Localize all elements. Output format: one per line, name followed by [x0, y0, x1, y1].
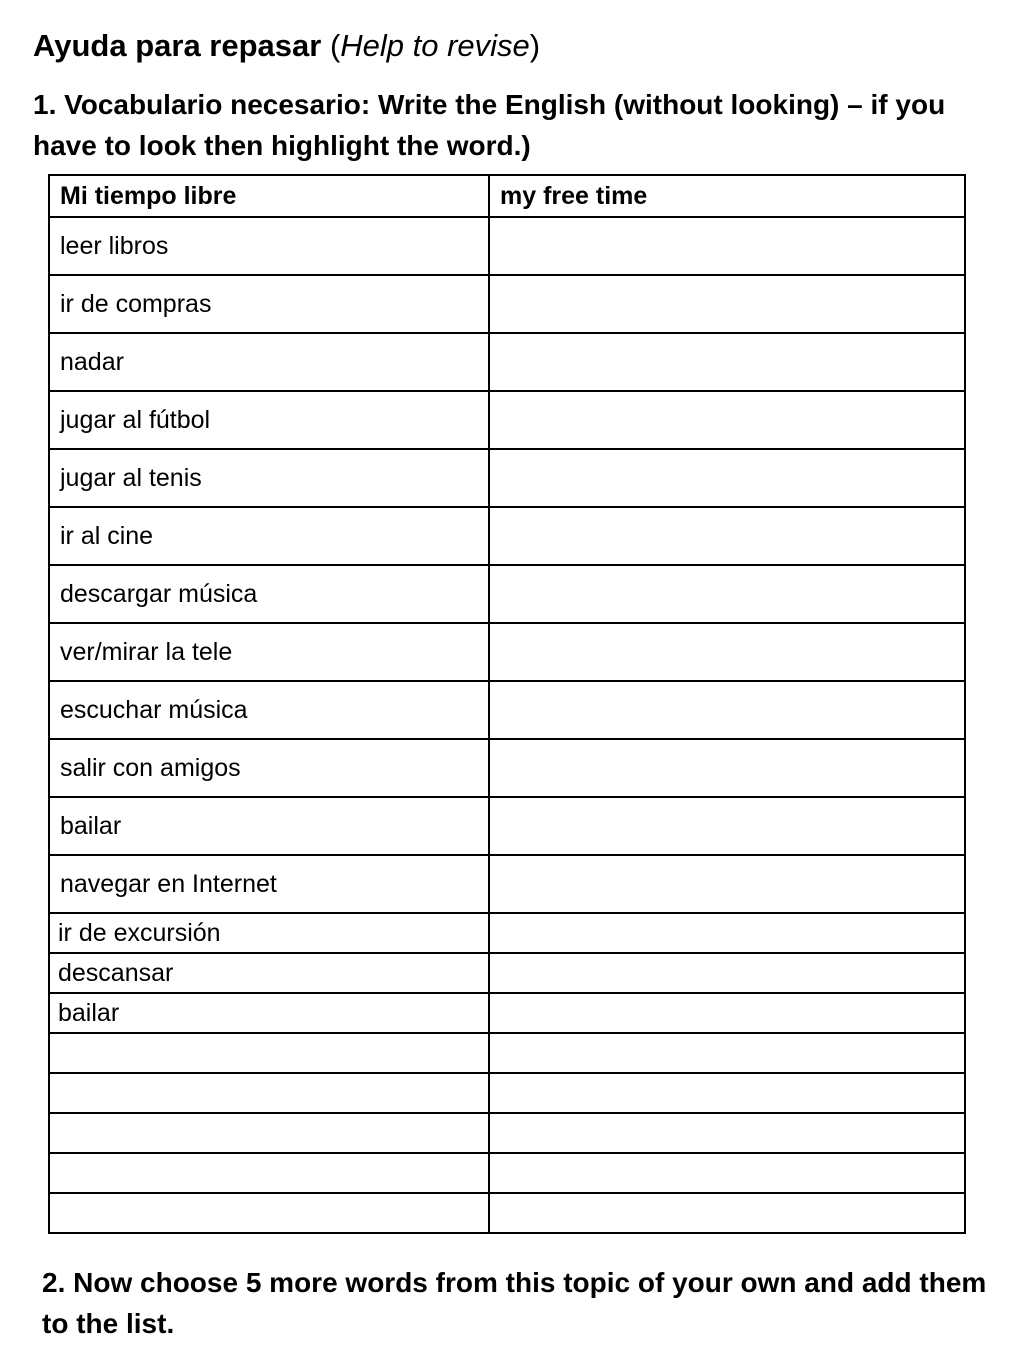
english-answer-cell[interactable] [489, 953, 965, 993]
english-answer-cell[interactable] [489, 217, 965, 275]
spanish-cell: ver/mirar la tele [49, 623, 489, 681]
table-row [49, 993, 965, 1033]
english-answer-cell[interactable] [489, 565, 965, 623]
english-answer-cell[interactable] [489, 1193, 965, 1233]
spanish-cell: navegar en Internet [49, 855, 489, 913]
table-row [49, 623, 965, 681]
table-row [49, 855, 965, 913]
instruction-text: 1. Vocabulario necesario: Write the English (without looking) – if you have to look then highlight the word.) [33, 89, 946, 161]
english-answer-cell[interactable] [489, 913, 965, 953]
table-row [49, 507, 965, 565]
table-row [49, 953, 965, 993]
english-answer-cell[interactable] [489, 993, 965, 1033]
table-row [49, 1113, 965, 1153]
spanish-cell-empty[interactable] [49, 1113, 489, 1153]
spanish-cell: jugar al tenis [49, 449, 489, 507]
table-row [49, 797, 965, 855]
table-row [49, 1073, 965, 1113]
table-row [49, 681, 965, 739]
table-header-row [49, 175, 965, 217]
spanish-cell: escuchar música [49, 681, 489, 739]
header-english: my free time [489, 175, 965, 217]
header-spanish: Mi tiempo libre [49, 175, 489, 217]
english-answer-cell[interactable] [489, 681, 965, 739]
title-translation: Help to revise [340, 28, 530, 63]
english-answer-cell[interactable] [489, 1153, 965, 1193]
table-row [49, 391, 965, 449]
english-answer-cell[interactable] [489, 1113, 965, 1153]
spanish-cell: descansar [49, 953, 489, 993]
english-answer-cell[interactable] [489, 507, 965, 565]
table-row [49, 913, 965, 953]
vocab-table [48, 174, 966, 1234]
english-answer-cell[interactable] [489, 333, 965, 391]
spanish-cell: descargar música [49, 565, 489, 623]
table-row [49, 1033, 965, 1073]
table-row [49, 1193, 965, 1233]
english-answer-cell[interactable] [489, 1073, 965, 1113]
spanish-cell: ir de excursión [49, 913, 489, 953]
spanish-cell: leer libros [49, 217, 489, 275]
spanish-cell-empty[interactable] [49, 1033, 489, 1073]
english-answer-cell[interactable] [489, 797, 965, 855]
table-row [49, 333, 965, 391]
task-2-text: 2. Now choose 5 more words from this topic of your own and add them to the list. [42, 1267, 987, 1339]
spanish-cell: salir con amigos [49, 739, 489, 797]
english-answer-cell[interactable] [489, 391, 965, 449]
english-answer-cell[interactable] [489, 739, 965, 797]
table-row [49, 1153, 965, 1193]
spanish-cell: nadar [49, 333, 489, 391]
spanish-cell: bailar [49, 797, 489, 855]
page-title: Ayuda para repasar (Help to revise) [33, 28, 541, 63]
english-answer-cell[interactable] [489, 623, 965, 681]
table-row [49, 217, 965, 275]
spanish-cell: jugar al fútbol [49, 391, 489, 449]
table-row [49, 275, 965, 333]
spanish-cell: bailar [49, 993, 489, 1033]
spanish-cell-empty[interactable] [49, 1153, 489, 1193]
english-answer-cell[interactable] [489, 275, 965, 333]
table-row [49, 449, 965, 507]
table-row [49, 739, 965, 797]
english-answer-cell[interactable] [489, 449, 965, 507]
english-answer-cell[interactable] [489, 1033, 965, 1073]
spanish-cell-empty[interactable] [49, 1073, 489, 1113]
english-answer-cell[interactable] [489, 855, 965, 913]
table-row [49, 565, 965, 623]
spanish-cell-empty[interactable] [49, 1193, 489, 1233]
spanish-cell: ir al cine [49, 507, 489, 565]
title-main: Ayuda para repasar [33, 28, 322, 63]
spanish-cell: ir de compras [49, 275, 489, 333]
